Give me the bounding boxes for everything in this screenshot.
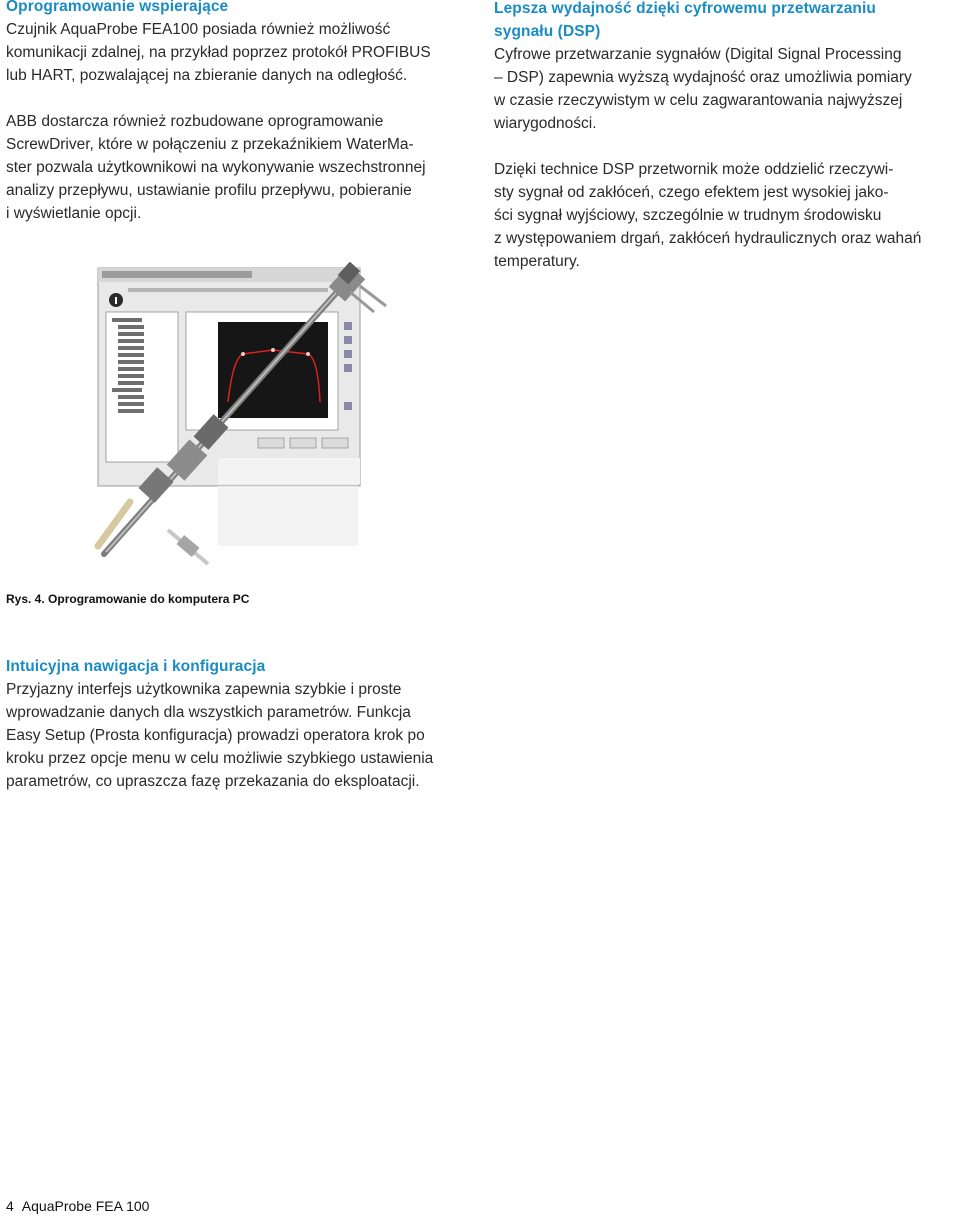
heading-intuicyjna-nawigacja: Intuicyjna nawigacja i konfiguracja bbox=[6, 658, 266, 675]
text-line: z występowaniem drgań, zakłóceń hydraulicznych oraz wahań bbox=[494, 230, 922, 247]
text-line: ści sygnał wyjściowy, szczególnie w trudnym środowisku bbox=[494, 207, 882, 224]
text-line: i wyświetlanie opcji. bbox=[6, 205, 142, 222]
text-line: w czasie rzeczywistym w celu zagwarantowania najwyższej bbox=[494, 92, 903, 109]
text-line: lub HART, pozwalającej na zbieranie danych na odległość. bbox=[6, 67, 408, 84]
heading-dsp bbox=[494, 0, 876, 43]
paragraph-dsp-intro bbox=[494, 43, 912, 135]
text-line: wiarygodności. bbox=[494, 115, 597, 132]
text-line: analizy przepływu, ustawianie profilu przepływu, pobieranie bbox=[6, 182, 412, 199]
text-line: parametrów, co upraszcza fazę przekazania do eksploatacji. bbox=[6, 773, 420, 790]
text-line: Czujnik AquaProbe FEA100 posiada również możliwość bbox=[6, 21, 391, 38]
heading-line: sygnału (DSP) bbox=[494, 23, 601, 40]
paragraph-screwdriver bbox=[6, 110, 426, 225]
text-line: temperatury. bbox=[494, 253, 580, 270]
text-line: Cyfrowe przetwarzanie sygnałów (Digital Signal Processing bbox=[494, 46, 902, 63]
text-line: Dzięki technice DSP przetwornik może oddzielić rzeczywi- bbox=[494, 161, 894, 178]
figure-caption: Rys. 4. Oprogramowanie do komputera PC bbox=[6, 592, 250, 606]
figure-pc-software-photo bbox=[68, 262, 408, 582]
product-name: AquaProbe FEA 100 bbox=[21, 1198, 150, 1214]
page-footer bbox=[6, 1198, 149, 1214]
text-line: sty sygnał od zakłóceń, czego efektem jest wysokiej jako- bbox=[494, 184, 889, 201]
text-line: ster pozwala użytkownikowi na wykonywanie wszechstronnej bbox=[6, 159, 426, 176]
heading-oprogramowanie: Oprogramowanie wspierające bbox=[6, 0, 229, 15]
heading-line: Lepsza wydajność dzięki cyfrowemu przetwarzaniu bbox=[494, 0, 876, 17]
text-line: ABB dostarcza również rozbudowane oprogramowanie bbox=[6, 113, 384, 130]
text-line: – DSP) zapewnia wyższą wydajność oraz umożliwia pomiary bbox=[494, 69, 912, 86]
text-line: kroku przez opcje menu w celu możliwie szybkiego ustawienia bbox=[6, 750, 434, 767]
text-line: komunikacji zdalnej, na przykład poprzez protokół PROFIBUS bbox=[6, 44, 431, 61]
paragraph-dsp-noise bbox=[494, 158, 921, 273]
paragraph-remote-communication bbox=[6, 18, 431, 87]
text-line: ScrewDriver, które w połączeniu z przekaźnikiem WaterMa- bbox=[6, 136, 414, 153]
software-window-image bbox=[98, 268, 360, 486]
page-number: 4 bbox=[6, 1198, 14, 1214]
text-line: Easy Setup (Prosta konfiguracja) prowadzi operatora krok po bbox=[6, 727, 425, 744]
text-line: wprowadzanie danych dla wszystkich parametrów. Funkcja bbox=[6, 704, 411, 721]
text-line: Przyjazny interfejs użytkownika zapewnia szybkie i proste bbox=[6, 681, 402, 698]
paragraph-easy-setup bbox=[6, 678, 433, 793]
